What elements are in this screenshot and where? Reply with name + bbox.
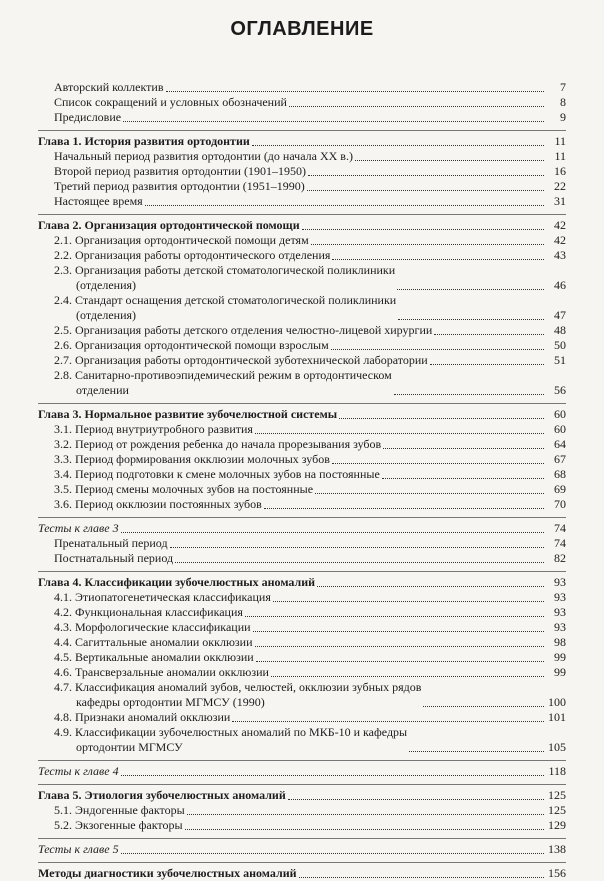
toc-entry-title: 4.8. Признаки аномалий окклюзии: [54, 710, 231, 724]
toc-entry-title: 4.2. Функциональная классификация: [54, 605, 243, 619]
toc-page-number: 93: [554, 590, 566, 604]
toc-entry[interactable]: [38, 194, 566, 209]
dot-leader: [398, 319, 544, 320]
toc-entry-title: [54, 680, 421, 710]
toc-entry[interactable]: [38, 368, 566, 398]
toc-entry[interactable]: [38, 551, 566, 566]
dot-leader: [252, 145, 544, 146]
toc-page-number: 125: [548, 803, 566, 817]
toc-entry[interactable]: [38, 452, 566, 467]
toc-entry-title: [54, 368, 392, 398]
toc-entry-title: 3.3. Период формирования окклюзии молочных зубов: [54, 452, 330, 466]
dot-leader: [394, 394, 544, 395]
toc-entry-title: 5.1. Эндогенные факторы: [54, 803, 185, 817]
toc-entry-title: Авторский коллектив: [54, 80, 164, 94]
toc-entry[interactable]: [38, 803, 566, 818]
toc-entry-title: Предисловие: [54, 110, 122, 124]
section-divider: [38, 760, 566, 761]
toc-page-number: 129: [548, 818, 566, 832]
toc-page-number: 16: [554, 164, 566, 178]
toc-page-number: 51: [554, 353, 566, 367]
toc-entry[interactable]: [38, 620, 566, 635]
dot-leader: [383, 448, 544, 449]
toc-entry[interactable]: [38, 338, 566, 353]
toc-entry-title: 2.7. Организация работы ортодонтической зуботехнической лаборатории: [54, 353, 428, 367]
toc-page-number: 68: [554, 467, 566, 481]
dot-leader: [255, 433, 544, 434]
toc-chapter-methods[interactable]: [38, 866, 566, 881]
toc-entry-preface[interactable]: [38, 110, 566, 125]
toc-page-number: 11: [554, 149, 566, 163]
toc-entry-line-1: 2.4. Стандарт оснащения детской стоматологической поликлиники: [54, 293, 397, 307]
toc-entry-line-2: (отделения): [76, 278, 137, 292]
toc-entry[interactable]: [38, 725, 566, 755]
toc-page-number: 98: [554, 635, 566, 649]
dot-leader: [123, 121, 544, 122]
toc-tests-chapter-4[interactable]: [38, 764, 566, 779]
dot-leader: [187, 814, 544, 815]
toc-entry-title: Второй период развития ортодонтии (1901–1950): [54, 164, 306, 178]
chapter-title: Глава 3. Нормальное развитие зубочелюстной системы: [38, 407, 338, 421]
dot-leader: [121, 532, 544, 533]
dot-leader: [121, 775, 544, 776]
dot-leader: [332, 259, 544, 260]
toc-entry[interactable]: [38, 482, 566, 497]
toc-entry-title: 2.2. Организация работы ортодонтического отделения: [54, 248, 331, 262]
toc-page-number: 93: [554, 605, 566, 619]
toc-page-number: 99: [554, 650, 566, 664]
toc-page-number: 11: [554, 134, 566, 148]
toc-page-number: 138: [548, 842, 566, 856]
toc-entry[interactable]: [38, 536, 566, 551]
section-divider: [38, 214, 566, 215]
toc-page-number: 69: [554, 482, 566, 496]
toc-page-number: 8: [560, 95, 566, 109]
toc-entry-title: Пренатальный период: [54, 536, 168, 550]
toc-entry-title: Третий период развития ортодонтии (1951–1990): [54, 179, 305, 193]
toc-entry-title: Начальный период развития ортодонтии (до начала XX в.): [54, 149, 353, 163]
toc-entry[interactable]: [38, 353, 566, 368]
toc-entry-title: [54, 725, 407, 755]
toc-entry-title: 2.6. Организация ортодонтической помощи взрослым: [54, 338, 329, 352]
toc-tests-chapter-5[interactable]: [38, 842, 566, 857]
toc-entry-line-2: (отделения): [76, 308, 137, 322]
toc-entry[interactable]: [38, 164, 566, 179]
toc-page-number: 22: [554, 179, 566, 193]
toc-page-number: 64: [554, 437, 566, 451]
toc-entry-title: 4.1. Этиопатогенетическая классификация: [54, 590, 271, 604]
toc-entry-title: 4.4. Сагиттальные аномалии окклюзии: [54, 635, 253, 649]
tests-title: Тесты к главе 4: [38, 764, 119, 778]
toc-page-number: 48: [554, 323, 566, 337]
toc-entry[interactable]: [38, 590, 566, 605]
toc-page-number: 42: [554, 233, 566, 247]
toc-entry[interactable]: [38, 497, 566, 512]
toc-entry-title: 4.3. Морфологические классификации: [54, 620, 251, 634]
toc-page-number: 42: [554, 218, 566, 232]
dot-leader: [430, 364, 544, 365]
toc-page-number: 93: [554, 575, 566, 589]
toc-chapter-4[interactable]: [38, 575, 566, 590]
section-divider: [38, 862, 566, 863]
toc-page-number: 74: [554, 521, 566, 535]
toc-entry-line-1: 2.8. Санитарно-противоэпидемический режим в ортодонтическом: [54, 368, 392, 382]
toc-entry-title: 4.6. Трансверзальные аномалии окклюзии: [54, 665, 269, 679]
dot-leader: [121, 853, 544, 854]
toc-page-number: 43: [554, 248, 566, 262]
toc-entry[interactable]: [38, 263, 566, 293]
toc-entry-title: 2.1. Организация ортодонтической помощи детям: [54, 233, 309, 247]
dot-leader: [299, 877, 544, 878]
dot-leader: [423, 706, 544, 707]
toc-entry[interactable]: [38, 437, 566, 452]
toc-page-number: 82: [554, 551, 566, 565]
toc-entry-title: 3.4. Период подготовки к смене молочных зубов на постоянные: [54, 467, 380, 481]
section-divider: [38, 517, 566, 518]
toc-entry-title: Постнатальный период: [54, 551, 174, 565]
section-divider: [38, 403, 566, 404]
dot-leader: [256, 661, 544, 662]
toc-entry-line-1: 4.9. Классификации зубочелюстных аномалий по МКБ-10 и кафедры: [54, 725, 408, 739]
chapter-title: Глава 4. Классификации зубочелюстных аномалий: [38, 575, 316, 589]
toc-tests-chapter-3[interactable]: [38, 521, 566, 536]
dot-leader: [332, 463, 544, 464]
toc-page-number: 56: [554, 383, 566, 397]
chapter-title: Глава 2. Организация ортодонтической помощи: [38, 218, 300, 232]
toc-entry[interactable]: [38, 323, 566, 338]
dot-leader: [397, 289, 544, 290]
toc-chapter-1[interactable]: [38, 134, 566, 149]
toc-page-number: 70: [554, 497, 566, 511]
section-divider: [38, 838, 566, 839]
dot-leader: [308, 175, 544, 176]
section-divider: [38, 130, 566, 131]
dot-leader: [170, 547, 544, 548]
toc-page-number: 46: [554, 278, 566, 292]
toc-page-number: 47: [554, 308, 566, 322]
dot-leader: [315, 493, 544, 494]
toc-entry[interactable]: [38, 467, 566, 482]
toc-page-number: 99: [554, 665, 566, 679]
toc-entry[interactable]: [38, 293, 566, 323]
toc-entry-title: 3.6. Период окклюзии постоянных зубов: [54, 497, 262, 511]
toc-page-number: 31: [554, 194, 566, 208]
page-title: ОГЛАВЛЕНИЕ: [230, 18, 374, 40]
toc-page-number: 118: [548, 764, 566, 778]
dot-leader: [271, 676, 544, 677]
toc-page-number: 74: [554, 536, 566, 550]
toc-entry-title: 3.5. Период смены молочных зубов на постоянные: [54, 482, 314, 496]
toc-entry-title: [54, 293, 396, 323]
toc-entry[interactable]: [38, 818, 566, 833]
toc-entry-title: 5.2. Экзогенные факторы: [54, 818, 183, 832]
toc-page-number: 9: [560, 110, 566, 124]
dot-leader: [355, 160, 544, 161]
dot-leader: [185, 829, 544, 830]
dot-leader: [145, 205, 544, 206]
dot-leader: [273, 601, 544, 602]
toc-page-number: 100: [548, 695, 566, 709]
toc-entry-title: Список сокращений и условных обозначений: [54, 95, 287, 109]
toc-entry[interactable]: [38, 248, 566, 263]
toc-entry-title: 3.1. Период внутриутробного развития: [54, 422, 253, 436]
dot-leader: [175, 562, 544, 563]
table-of-contents: [38, 80, 566, 881]
toc-page-number: 101: [548, 710, 566, 724]
toc-entry[interactable]: [38, 710, 566, 725]
toc-chapter-5[interactable]: [38, 788, 566, 803]
dot-leader: [307, 190, 544, 191]
dot-leader: [289, 106, 544, 107]
chapter-title: Методы диагностики зубочелюстных аномалий: [38, 866, 297, 880]
toc-entry-title: 4.5. Вертикальные аномалии окклюзии: [54, 650, 254, 664]
dot-leader: [264, 508, 544, 509]
toc-entry-line-2: ортодонтии МГМСУ: [76, 740, 183, 754]
dot-leader: [288, 799, 544, 800]
toc-entry-title: Настоящее время: [54, 194, 143, 208]
toc-entry[interactable]: [38, 680, 566, 710]
dot-leader: [331, 349, 544, 350]
tests-title: Тесты к главе 5: [38, 842, 119, 856]
toc-page-number: 67: [554, 452, 566, 466]
toc-page-number: 7: [560, 80, 566, 94]
toc-entry[interactable]: [38, 650, 566, 665]
toc-page-number: 105: [548, 740, 566, 754]
toc-chapter-2[interactable]: [38, 218, 566, 233]
toc-page-number: 60: [554, 407, 566, 421]
toc-page-number: 60: [554, 422, 566, 436]
toc-entry[interactable]: [38, 605, 566, 620]
dot-leader: [339, 418, 544, 419]
toc-entry-line-2: кафедры ортодонтии МГМСУ (1990): [76, 695, 265, 709]
dot-leader: [311, 244, 544, 245]
toc-page-number: 93: [554, 620, 566, 634]
tests-title: Тесты к главе 3: [38, 521, 119, 535]
toc-entry[interactable]: [38, 635, 566, 650]
dot-leader: [317, 586, 544, 587]
toc-entry[interactable]: [38, 179, 566, 194]
toc-chapter-3[interactable]: [38, 407, 566, 422]
dot-leader: [253, 631, 544, 632]
toc-page-number: 125: [548, 788, 566, 802]
chapter-title: Глава 1. История развития ортодонтии: [38, 134, 250, 148]
dot-leader: [434, 334, 544, 335]
toc-entry[interactable]: [38, 422, 566, 437]
toc-entry-line-1: 4.7. Классификация аномалий зубов, челюстей, окклюзии зубных рядов: [54, 680, 422, 694]
dot-leader: [166, 91, 545, 92]
section-divider: [38, 571, 566, 572]
section-divider: [38, 784, 566, 785]
toc-entry-title: 2.5. Организация работы детского отделения челюстно-лицевой хирургии: [54, 323, 433, 337]
toc-entry-abbreviations[interactable]: [38, 95, 566, 110]
dot-leader: [232, 721, 544, 722]
toc-entry-line-1: 2.3. Организация работы детской стоматологической поликлиники: [54, 263, 396, 277]
dot-leader: [302, 229, 544, 230]
dot-leader: [382, 478, 544, 479]
toc-entry[interactable]: [38, 665, 566, 680]
toc-entry-authors[interactable]: [38, 80, 566, 95]
toc-page-number: 50: [554, 338, 566, 352]
dot-leader: [245, 616, 544, 617]
toc-entry[interactable]: [38, 233, 566, 248]
dot-leader: [409, 751, 544, 752]
toc-entry-title: [54, 263, 395, 293]
toc-entry-line-2: отделении: [76, 383, 129, 397]
toc-page-number: 156: [548, 866, 566, 880]
toc-entry-title: 3.2. Период от рождения ребенка до начала прорезывания зубов: [54, 437, 382, 451]
toc-entry[interactable]: [38, 149, 566, 164]
dot-leader: [255, 646, 544, 647]
chapter-title: Глава 5. Этиология зубочелюстных аномалий: [38, 788, 286, 802]
